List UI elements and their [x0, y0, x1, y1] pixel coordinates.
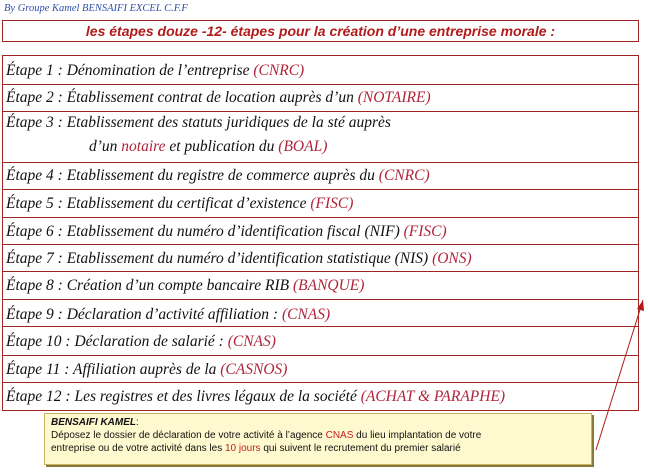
note-line-2 — [51, 442, 585, 455]
page-title-text: les étapes douze -12- étapes pour la création d’une entreprise morale : — [85, 23, 556, 39]
step-organism: (FISC) — [403, 223, 447, 240]
step-organism: (CNRC) — [378, 167, 430, 184]
step-organism: (NOTAIRE) — [357, 89, 431, 106]
step-organism: (ONS) — [432, 250, 472, 267]
step-organism: (BOAL) — [278, 138, 328, 155]
step-label: Étape 4 : — [6, 167, 67, 184]
step-text: Création d’un compte bancaire RIB — [66, 277, 290, 294]
note-author-suffix: : — [136, 417, 139, 428]
note-text: qui suivent le recrutement du premier salarié — [260, 443, 461, 454]
step-label: Étape 11 : — [6, 361, 74, 378]
note-highlight: 10 jours — [224, 443, 261, 454]
step-text: Etablissement du certificat d’existence — [66, 195, 307, 212]
step-label: Étape 2 : — [6, 89, 67, 106]
step-text: Déclaration de salarié : — [74, 333, 224, 350]
step-label: Étape 3 : — [6, 114, 67, 131]
step-organism: (BANQUE) — [292, 277, 365, 294]
step-text: Dénomination de l’entreprise — [66, 62, 250, 79]
step-label: Étape 12 : — [6, 388, 75, 405]
step-label: Étape 7 : — [6, 250, 67, 267]
note-text: entreprise ou de votre activité dans les — [51, 443, 225, 454]
step-label: Étape 10 : — [6, 333, 75, 350]
note-highlight: CNAS — [325, 430, 354, 441]
step-organism: (ACHAT & PARAPHE) — [360, 388, 506, 405]
step-text: Etablissement des statuts juridiques de la sté auprès — [66, 114, 391, 131]
step-text: Affiliation auprès de la — [73, 361, 217, 378]
arrow-head-icon — [637, 300, 644, 311]
step-text-highlight: notaire — [121, 138, 166, 155]
step-text: Etablissement du numéro d’identification statistique (NIS) — [66, 250, 429, 267]
step-text-part: d’un — [89, 138, 118, 155]
step-label: Étape 6 : — [6, 223, 67, 240]
step-text: Etablissement du registre de commerce auprès du — [66, 167, 375, 184]
note-line-1 — [51, 429, 585, 442]
step-text: Etablissement du numéro d’identification fiscal (NIF) — [66, 223, 400, 240]
step-text: Les registres et des livres légaux de la société — [74, 388, 357, 405]
step-organism: (CNAS) — [281, 306, 331, 323]
step-text-part: et publication du — [169, 138, 275, 155]
note-text: du lieu implantation de votre — [353, 430, 482, 441]
step-label: Étape 1 : — [6, 62, 67, 79]
author-credit: By Groupe Kamel BENSAIFI EXCEL C.F.F — [4, 3, 188, 14]
step-organism: (CNAS) — [227, 333, 276, 350]
note-author-line — [51, 416, 585, 429]
step-label: Étape 8 : — [6, 277, 67, 294]
step-organism: (FISC) — [310, 195, 354, 212]
callout-line — [596, 300, 643, 450]
step-organism: (CNRC) — [253, 62, 305, 79]
callout-note — [44, 413, 592, 465]
step-label: Étape 5 : — [6, 195, 67, 212]
step-text: Établissement contrat de location auprès d’un — [66, 89, 354, 106]
step-text: Déclaration d’activité affiliation : — [66, 306, 279, 323]
step-organism: (CASNOS) — [220, 361, 288, 378]
note-author: BENSAIFI KAMEL — [51, 417, 136, 428]
step-label: Étape 9 : — [6, 306, 67, 323]
note-text: Déposez le dossier de déclaration de votre activité à l’agence — [51, 430, 326, 441]
